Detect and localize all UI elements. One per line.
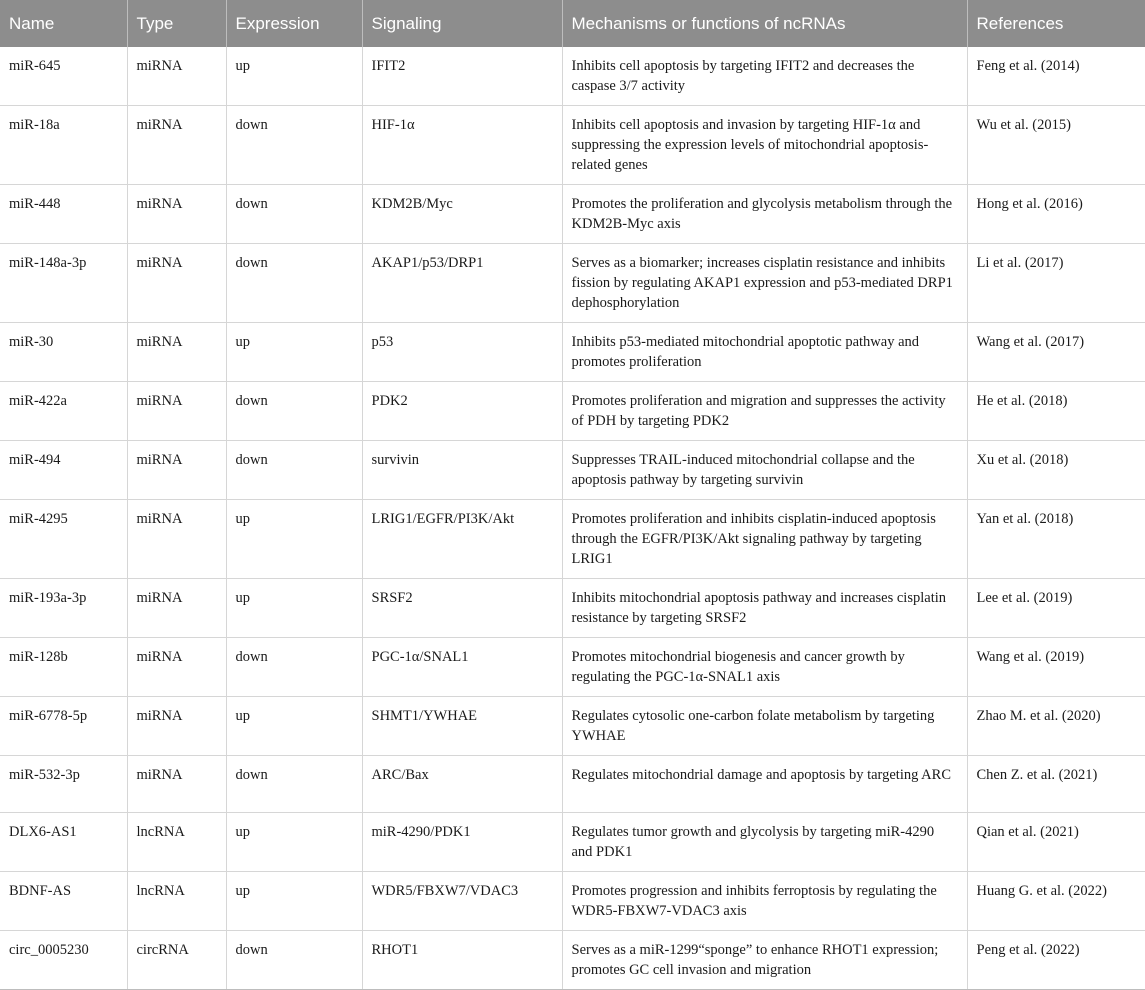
cell-mechanism: Inhibits mitochondrial apoptosis pathway and increases cisplatin resistance by targeting SRSF2 xyxy=(562,579,967,638)
cell-type: miRNA xyxy=(127,579,226,638)
cell-name: miR-128b xyxy=(0,638,127,697)
cell-reference: Yan et al. (2018) xyxy=(967,500,1145,579)
cell-name: miR-422a xyxy=(0,382,127,441)
cell-mechanism: Regulates tumor growth and glycolysis by targeting miR-4290 and PDK1 xyxy=(562,813,967,872)
cell-reference: Feng et al. (2014) xyxy=(967,47,1145,106)
table-row xyxy=(0,185,1145,244)
cell-reference: Chen Z. et al. (2021) xyxy=(967,756,1145,813)
cell-expression: up xyxy=(226,579,362,638)
cell-name: miR-6778-5p xyxy=(0,697,127,756)
cell-type: miRNA xyxy=(127,756,226,813)
cell-reference: He et al. (2018) xyxy=(967,382,1145,441)
cell-signaling: HIF-1α xyxy=(362,106,562,185)
cell-signaling: PDK2 xyxy=(362,382,562,441)
cell-mechanism: Promotes progression and inhibits ferroptosis by regulating the WDR5-FBXW7-VDAC3 axis xyxy=(562,872,967,931)
cell-mechanism: Serves as a biomarker; increases cisplatin resistance and inhibits fission by regulating AKAP1 expression and p53-mediated DRP1 dephosphorylation xyxy=(562,244,967,323)
cell-expression: up xyxy=(226,813,362,872)
cell-name: miR-532-3p xyxy=(0,756,127,813)
cell-type: miRNA xyxy=(127,47,226,106)
cell-reference: Qian et al. (2021) xyxy=(967,813,1145,872)
cell-mechanism: Promotes the proliferation and glycolysis metabolism through the KDM2B-Myc axis xyxy=(562,185,967,244)
cell-type: miRNA xyxy=(127,323,226,382)
cell-signaling: survivin xyxy=(362,441,562,500)
cell-reference: Huang G. et al. (2022) xyxy=(967,872,1145,931)
cell-type: circRNA xyxy=(127,931,226,990)
cell-name: DLX6-AS1 xyxy=(0,813,127,872)
cell-signaling: KDM2B/Myc xyxy=(362,185,562,244)
cell-name: miR-645 xyxy=(0,47,127,106)
cell-mechanism: Inhibits cell apoptosis by targeting IFIT2 and decreases the caspase 3/7 activity xyxy=(562,47,967,106)
cell-type: miRNA xyxy=(127,441,226,500)
cell-reference: Li et al. (2017) xyxy=(967,244,1145,323)
cell-mechanism: Inhibits cell apoptosis and invasion by targeting HIF-1α and suppressing the expression levels of mitochondrial apoptosis-related genes xyxy=(562,106,967,185)
cell-signaling: miR-4290/PDK1 xyxy=(362,813,562,872)
table-row xyxy=(0,441,1145,500)
header-expression: Expression xyxy=(226,0,362,47)
cell-name: miR-494 xyxy=(0,441,127,500)
table-row xyxy=(0,756,1145,813)
cell-reference: Lee et al. (2019) xyxy=(967,579,1145,638)
table-row xyxy=(0,47,1145,106)
cell-name: miR-18a xyxy=(0,106,127,185)
cell-expression: up xyxy=(226,323,362,382)
cell-mechanism: Promotes proliferation and migration and suppresses the activity of PDH by targeting PDK2 xyxy=(562,382,967,441)
cell-reference: Xu et al. (2018) xyxy=(967,441,1145,500)
cell-mechanism: Regulates mitochondrial damage and apoptosis by targeting ARC xyxy=(562,756,967,813)
cell-signaling: p53 xyxy=(362,323,562,382)
cell-signaling: ARC/Bax xyxy=(362,756,562,813)
cell-type: miRNA xyxy=(127,185,226,244)
cell-mechanism: Promotes proliferation and inhibits cisplatin-induced apoptosis through the EGFR/PI3K/Akt signaling pathway by targeting LRIG1 xyxy=(562,500,967,579)
cell-expression: down xyxy=(226,756,362,813)
header-row xyxy=(0,0,1145,47)
table-header xyxy=(0,0,1145,47)
cell-expression: down xyxy=(226,382,362,441)
cell-name: miR-4295 xyxy=(0,500,127,579)
cell-signaling: PGC-1α/SNAL1 xyxy=(362,638,562,697)
cell-type: miRNA xyxy=(127,500,226,579)
cell-reference: Peng et al. (2022) xyxy=(967,931,1145,990)
header-signaling: Signaling xyxy=(362,0,562,47)
cell-name: BDNF-AS xyxy=(0,872,127,931)
cell-mechanism: Serves as a miR-1299“sponge” to enhance RHOT1 expression; promotes GC cell invasion and migration xyxy=(562,931,967,990)
cell-reference: Zhao M. et al. (2020) xyxy=(967,697,1145,756)
cell-signaling: AKAP1/p53/DRP1 xyxy=(362,244,562,323)
cell-type: miRNA xyxy=(127,106,226,185)
cell-reference: Wu et al. (2015) xyxy=(967,106,1145,185)
cell-type: miRNA xyxy=(127,244,226,323)
table-row xyxy=(0,323,1145,382)
cell-type: lncRNA xyxy=(127,872,226,931)
table-row xyxy=(0,244,1145,323)
cell-expression: up xyxy=(226,47,362,106)
cell-type: miRNA xyxy=(127,697,226,756)
table-row xyxy=(0,106,1145,185)
header-references: References xyxy=(967,0,1145,47)
cell-type: miRNA xyxy=(127,638,226,697)
cell-type: miRNA xyxy=(127,382,226,441)
header-name: Name xyxy=(0,0,127,47)
cell-reference: Wang et al. (2017) xyxy=(967,323,1145,382)
cell-type: lncRNA xyxy=(127,813,226,872)
cell-expression: down xyxy=(226,931,362,990)
table-row xyxy=(0,813,1145,872)
cell-signaling: SHMT1/YWHAE xyxy=(362,697,562,756)
table-body xyxy=(0,47,1145,990)
cell-expression: down xyxy=(226,441,362,500)
cell-signaling: IFIT2 xyxy=(362,47,562,106)
cell-mechanism: Promotes mitochondrial biogenesis and cancer growth by regulating the PGC-1α-SNAL1 axis xyxy=(562,638,967,697)
cell-name: miR-148a-3p xyxy=(0,244,127,323)
cell-reference: Hong et al. (2016) xyxy=(967,185,1145,244)
table-row xyxy=(0,382,1145,441)
cell-mechanism: Suppresses TRAIL-induced mitochondrial collapse and the apoptosis pathway by targeting survivin xyxy=(562,441,967,500)
header-mechanism: Mechanisms or functions of ncRNAs xyxy=(562,0,967,47)
table-row xyxy=(0,931,1145,990)
cell-expression: down xyxy=(226,244,362,323)
table-row xyxy=(0,579,1145,638)
cell-expression: down xyxy=(226,638,362,697)
table-row xyxy=(0,872,1145,931)
cell-expression: up xyxy=(226,872,362,931)
cell-signaling: RHOT1 xyxy=(362,931,562,990)
cell-name: miR-448 xyxy=(0,185,127,244)
cell-signaling: WDR5/FBXW7/VDAC3 xyxy=(362,872,562,931)
header-type: Type xyxy=(127,0,226,47)
cell-mechanism: Regulates cytosolic one-carbon folate metabolism by targeting YWHAE xyxy=(562,697,967,756)
cell-mechanism: Inhibits p53-mediated mitochondrial apoptotic pathway and promotes proliferation xyxy=(562,323,967,382)
cell-expression: up xyxy=(226,697,362,756)
cell-expression: up xyxy=(226,500,362,579)
cell-name: miR-193a-3p xyxy=(0,579,127,638)
cell-name: miR-30 xyxy=(0,323,127,382)
cell-reference: Wang et al. (2019) xyxy=(967,638,1145,697)
table-row xyxy=(0,697,1145,756)
cell-signaling: LRIG1/EGFR/PI3K/Akt xyxy=(362,500,562,579)
cell-expression: down xyxy=(226,185,362,244)
table-row xyxy=(0,500,1145,579)
cell-expression: down xyxy=(226,106,362,185)
cell-signaling: SRSF2 xyxy=(362,579,562,638)
cell-name: circ_0005230 xyxy=(0,931,127,990)
table-row xyxy=(0,638,1145,697)
